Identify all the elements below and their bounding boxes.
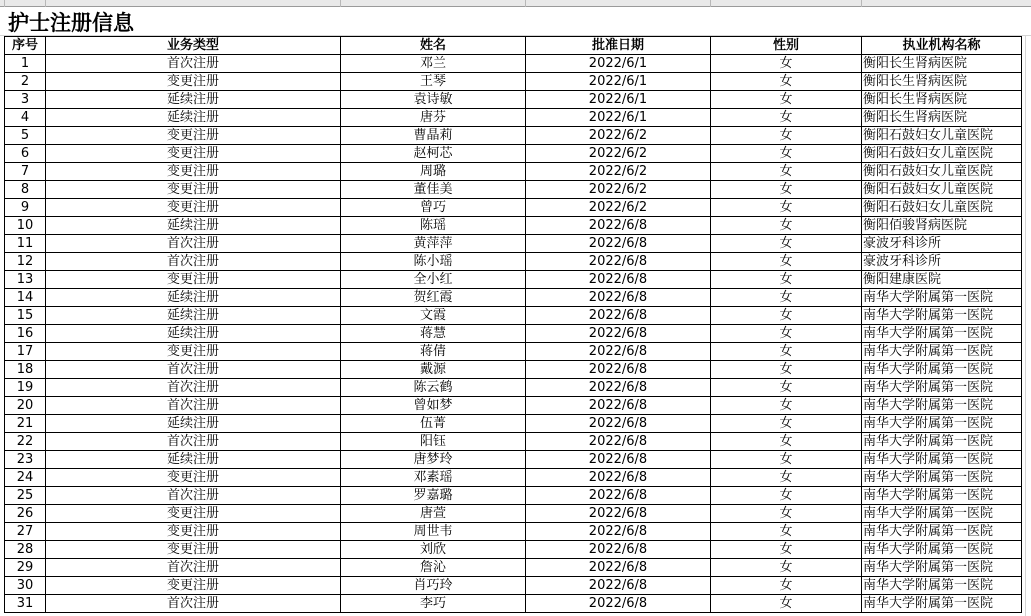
cell-name[interactable]: 陈瑶 [341,217,526,235]
table-row [5,235,1022,253]
cell-date[interactable]: 2022/6/1 [526,109,711,127]
cell-org[interactable]: 南华大学附属第一医院 [862,307,1022,325]
cell-org[interactable]: 南华大学附属第一医院 [862,325,1022,343]
cell-date[interactable]: 2022/6/8 [526,595,711,613]
cell-name[interactable]: 陈云鹤 [341,379,526,397]
title-row[interactable] [0,8,1031,36]
cell-date[interactable]: 2022/6/8 [526,271,711,289]
cell-seq[interactable]: 22 [5,433,46,451]
cell-gender[interactable]: 女 [711,469,862,487]
cell-name[interactable]: 肖巧玲 [341,577,526,595]
cell-date[interactable]: 2022/6/2 [526,163,711,181]
table-row [5,487,1022,505]
cell-name[interactable]: 邓兰 [341,55,526,73]
registration-table [4,36,1022,613]
header-org[interactable]: 执业机构名称 [862,37,1022,55]
cell-type[interactable]: 首次注册 [46,433,341,451]
cell-org[interactable]: 衡阳长生肾病医院 [862,73,1022,91]
cell-date[interactable]: 2022/6/8 [526,289,711,307]
cell-name[interactable]: 周世韦 [341,523,526,541]
cell-name[interactable]: 唐芬 [341,109,526,127]
cell-name[interactable]: 戴源 [341,361,526,379]
cell-org[interactable]: 南华大学附属第一医院 [862,415,1022,433]
table-row [5,451,1022,469]
cell-gender[interactable]: 女 [711,55,862,73]
cell-seq[interactable]: 3 [5,91,46,109]
cell-gender[interactable]: 女 [711,127,862,145]
cell-date[interactable]: 2022/6/8 [526,325,711,343]
cell-type[interactable]: 首次注册 [46,595,341,613]
cell-seq[interactable]: 16 [5,325,46,343]
cell-seq[interactable]: 7 [5,163,46,181]
cell-name[interactable]: 陈小瑶 [341,253,526,271]
cell-org[interactable]: 南华大学附属第一医院 [862,541,1022,559]
cell-gender[interactable]: 女 [711,523,862,541]
sheet-title: 护士注册信息 [8,10,134,35]
cell-type[interactable]: 首次注册 [46,379,341,397]
cell-type[interactable]: 变更注册 [46,343,341,361]
table-row [5,523,1022,541]
cell-name[interactable]: 曾巧 [341,199,526,217]
cell-org[interactable]: 南华大学附属第一医院 [862,523,1022,541]
table-row [5,307,1022,325]
cell-name[interactable]: 唐梦玲 [341,451,526,469]
cell-seq[interactable]: 10 [5,217,46,235]
cell-seq[interactable]: 28 [5,541,46,559]
cell-type[interactable]: 变更注册 [46,127,341,145]
cell-gender[interactable]: 女 [711,559,862,577]
cell-seq[interactable]: 20 [5,397,46,415]
cell-seq[interactable]: 21 [5,415,46,433]
cell-date[interactable]: 2022/6/8 [526,379,711,397]
cell-name[interactable]: 黄萍萍 [341,235,526,253]
column-divider [710,0,711,7]
cell-org[interactable]: 衡阳建康医院 [862,271,1022,289]
cell-gender[interactable]: 女 [711,253,862,271]
table-row [5,73,1022,91]
table-row [5,163,1022,181]
cell-gender[interactable]: 女 [711,595,862,613]
cell-gender[interactable]: 女 [711,433,862,451]
cell-seq[interactable]: 11 [5,235,46,253]
cell-org[interactable]: 衡阳长生肾病医院 [862,55,1022,73]
cell-type[interactable]: 变更注册 [46,469,341,487]
cell-gender[interactable]: 女 [711,217,862,235]
cell-type[interactable]: 变更注册 [46,577,341,595]
cell-gender[interactable]: 女 [711,505,862,523]
cell-date[interactable]: 2022/6/8 [526,343,711,361]
cell-name[interactable]: 李巧 [341,595,526,613]
cell-seq[interactable]: 17 [5,343,46,361]
cell-seq[interactable]: 6 [5,145,46,163]
cell-org[interactable]: 南华大学附属第一医院 [862,397,1022,415]
cell-name[interactable]: 袁诗敏 [341,91,526,109]
cell-date[interactable]: 2022/6/1 [526,55,711,73]
cell-org[interactable]: 豪波牙科诊所 [862,253,1022,271]
cell-org[interactable]: 南华大学附属第一医院 [862,379,1022,397]
cell-seq[interactable]: 15 [5,307,46,325]
cell-seq[interactable]: 26 [5,505,46,523]
cell-gender[interactable]: 女 [711,397,862,415]
table-row [5,595,1022,613]
cell-org[interactable]: 衡阳石鼓妇女儿童医院 [862,145,1022,163]
cell-seq[interactable]: 8 [5,181,46,199]
cell-seq[interactable]: 27 [5,523,46,541]
table-row [5,397,1022,415]
cell-name[interactable]: 刘欣 [341,541,526,559]
cell-type[interactable]: 变更注册 [46,145,341,163]
cell-type[interactable]: 延续注册 [46,217,341,235]
cell-org[interactable]: 南华大学附属第一医院 [862,595,1022,613]
cell-gender[interactable]: 女 [711,541,862,559]
cell-org[interactable]: 衡阳佰骏肾病医院 [862,217,1022,235]
cell-type[interactable]: 变更注册 [46,199,341,217]
table-row [5,55,1022,73]
table-row [5,577,1022,595]
cell-gender[interactable]: 女 [711,343,862,361]
cell-name[interactable]: 阳钰 [341,433,526,451]
cell-org[interactable]: 衡阳长生肾病医院 [862,91,1022,109]
cell-type[interactable]: 变更注册 [46,505,341,523]
table-row [5,271,1022,289]
cell-date[interactable]: 2022/6/8 [526,559,711,577]
cell-seq[interactable]: 12 [5,253,46,271]
cell-gender[interactable]: 女 [711,487,862,505]
cell-type[interactable]: 变更注册 [46,541,341,559]
cell-seq[interactable]: 25 [5,487,46,505]
cell-seq[interactable]: 23 [5,451,46,469]
cell-gender[interactable]: 女 [711,181,862,199]
cell-org[interactable]: 南华大学附属第一医院 [862,343,1022,361]
cell-type[interactable]: 首次注册 [46,559,341,577]
cell-org[interactable]: 南华大学附属第一医院 [862,433,1022,451]
cell-date[interactable]: 2022/6/2 [526,145,711,163]
cell-type[interactable]: 变更注册 [46,73,341,91]
cell-seq[interactable]: 2 [5,73,46,91]
cell-org[interactable]: 南华大学附属第一医院 [862,505,1022,523]
cell-date[interactable]: 2022/6/8 [526,505,711,523]
cell-type[interactable]: 首次注册 [46,235,341,253]
table-row [5,199,1022,217]
right-edge [1025,36,1031,616]
cell-name[interactable]: 蒋倩 [341,343,526,361]
cell-seq[interactable]: 9 [5,199,46,217]
cell-org[interactable]: 南华大学附属第一医院 [862,559,1022,577]
cell-type[interactable]: 首次注册 [46,397,341,415]
cell-date[interactable]: 2022/6/8 [526,217,711,235]
cell-gender[interactable]: 女 [711,451,862,469]
cell-name[interactable]: 詹沁 [341,559,526,577]
cell-seq[interactable]: 19 [5,379,46,397]
cell-type[interactable]: 延续注册 [46,289,341,307]
cell-name[interactable]: 文霞 [341,307,526,325]
column-divider [340,0,341,7]
table-row [5,289,1022,307]
cell-seq[interactable]: 4 [5,109,46,127]
cell-gender[interactable]: 女 [711,325,862,343]
cell-name[interactable]: 赵柯芯 [341,145,526,163]
table-row [5,253,1022,271]
cell-org[interactable]: 南华大学附属第一医院 [862,469,1022,487]
cell-name[interactable]: 周璐 [341,163,526,181]
cell-gender[interactable]: 女 [711,73,862,91]
cell-org[interactable]: 衡阳石鼓妇女儿童医院 [862,181,1022,199]
cell-name[interactable]: 董佳美 [341,181,526,199]
table-row [5,181,1022,199]
table-row [5,127,1022,145]
cell-type[interactable]: 延续注册 [46,325,341,343]
cell-gender[interactable]: 女 [711,199,862,217]
cell-type[interactable]: 延续注册 [46,109,341,127]
table-row [5,541,1022,559]
table-row [5,415,1022,433]
cell-name[interactable]: 罗嘉璐 [341,487,526,505]
cell-gender[interactable]: 女 [711,91,862,109]
table-row [5,379,1022,397]
table-row [5,559,1022,577]
cell-seq[interactable]: 5 [5,127,46,145]
cell-name[interactable]: 曾如梦 [341,397,526,415]
cell-gender[interactable]: 女 [711,307,862,325]
table-row [5,217,1022,235]
cell-type[interactable]: 首次注册 [46,487,341,505]
cell-date[interactable]: 2022/6/2 [526,199,711,217]
table-row [5,343,1022,361]
column-divider [525,0,526,7]
column-divider [861,0,862,7]
cell-name[interactable]: 全小红 [341,271,526,289]
cell-type[interactable]: 延续注册 [46,415,341,433]
cell-type[interactable]: 变更注册 [46,523,341,541]
cell-date[interactable]: 2022/6/8 [526,469,711,487]
column-divider [4,0,5,7]
cell-name[interactable]: 贺红霞 [341,289,526,307]
cell-name[interactable]: 蒋慧 [341,325,526,343]
cell-date[interactable]: 2022/6/2 [526,127,711,145]
cell-gender[interactable]: 女 [711,235,862,253]
cell-type[interactable]: 变更注册 [46,163,341,181]
cell-seq[interactable]: 31 [5,595,46,613]
header-gender[interactable]: 性别 [711,37,862,55]
cell-date[interactable]: 2022/6/8 [526,433,711,451]
table-row [5,91,1022,109]
cell-org[interactable]: 南华大学附属第一医院 [862,289,1022,307]
cell-name[interactable]: 王琴 [341,73,526,91]
header-date[interactable]: 批准日期 [526,37,711,55]
cell-date[interactable]: 2022/6/8 [526,487,711,505]
cell-date[interactable]: 2022/6/8 [526,577,711,595]
cell-name[interactable]: 邓素瑶 [341,469,526,487]
table-row [5,109,1022,127]
cell-gender[interactable]: 女 [711,109,862,127]
cell-date[interactable]: 2022/6/8 [526,307,711,325]
table-row [5,145,1022,163]
cell-org[interactable]: 衡阳石鼓妇女儿童医院 [862,199,1022,217]
table-row [5,361,1022,379]
cell-date[interactable]: 2022/6/8 [526,451,711,469]
cell-gender[interactable]: 女 [711,577,862,595]
cell-date[interactable]: 2022/6/8 [526,361,711,379]
cell-seq[interactable]: 1 [5,55,46,73]
cell-gender[interactable]: 女 [711,271,862,289]
column-divider [45,0,46,7]
cell-seq[interactable]: 24 [5,469,46,487]
cell-org[interactable]: 南华大学附属第一医院 [862,577,1022,595]
table-row [5,505,1022,523]
cell-type[interactable]: 首次注册 [46,361,341,379]
cell-org[interactable]: 衡阳长生肾病医院 [862,109,1022,127]
cell-gender[interactable]: 女 [711,163,862,181]
cell-gender[interactable]: 女 [711,379,862,397]
header-seq[interactable]: 序号 [5,37,46,55]
cell-name[interactable]: 曹晶莉 [341,127,526,145]
cell-date[interactable]: 2022/6/8 [526,397,711,415]
cell-org[interactable]: 衡阳石鼓妇女儿童医院 [862,163,1022,181]
cell-gender[interactable]: 女 [711,289,862,307]
cell-type[interactable]: 首次注册 [46,55,341,73]
cell-name[interactable]: 伍菁 [341,415,526,433]
cell-seq[interactable]: 30 [5,577,46,595]
header-name[interactable]: 姓名 [341,37,526,55]
header-type[interactable]: 业务类型 [46,37,341,55]
cell-org[interactable]: 南华大学附属第一医院 [862,487,1022,505]
cell-type[interactable]: 首次注册 [46,253,341,271]
table-row [5,469,1022,487]
cell-seq[interactable]: 29 [5,559,46,577]
cell-org[interactable]: 南华大学附属第一医院 [862,451,1022,469]
table-row [5,325,1022,343]
cell-type[interactable]: 延续注册 [46,451,341,469]
cell-date[interactable]: 2022/6/8 [526,541,711,559]
header-row [5,37,1022,55]
cell-date[interactable]: 2022/6/1 [526,73,711,91]
cell-org[interactable]: 南华大学附属第一医院 [862,361,1022,379]
cell-type[interactable]: 延续注册 [46,91,341,109]
cell-type[interactable]: 延续注册 [46,307,341,325]
table-row [5,433,1022,451]
cell-date[interactable]: 2022/6/8 [526,235,711,253]
cell-org[interactable]: 衡阳石鼓妇女儿童医院 [862,127,1022,145]
cell-date[interactable]: 2022/6/8 [526,523,711,541]
cell-type[interactable]: 变更注册 [46,271,341,289]
cell-date[interactable]: 2022/6/8 [526,415,711,433]
cell-org[interactable]: 豪波牙科诊所 [862,235,1022,253]
cell-name[interactable]: 唐萱 [341,505,526,523]
cell-seq[interactable]: 13 [5,271,46,289]
cell-gender[interactable]: 女 [711,145,862,163]
cell-date[interactable]: 2022/6/1 [526,91,711,109]
cell-type[interactable]: 变更注册 [46,181,341,199]
cell-date[interactable]: 2022/6/8 [526,253,711,271]
cell-seq[interactable]: 18 [5,361,46,379]
cell-seq[interactable]: 14 [5,289,46,307]
cell-date[interactable]: 2022/6/2 [526,181,711,199]
cell-gender[interactable]: 女 [711,361,862,379]
cell-gender[interactable]: 女 [711,415,862,433]
column-header-strip [0,0,1031,7]
